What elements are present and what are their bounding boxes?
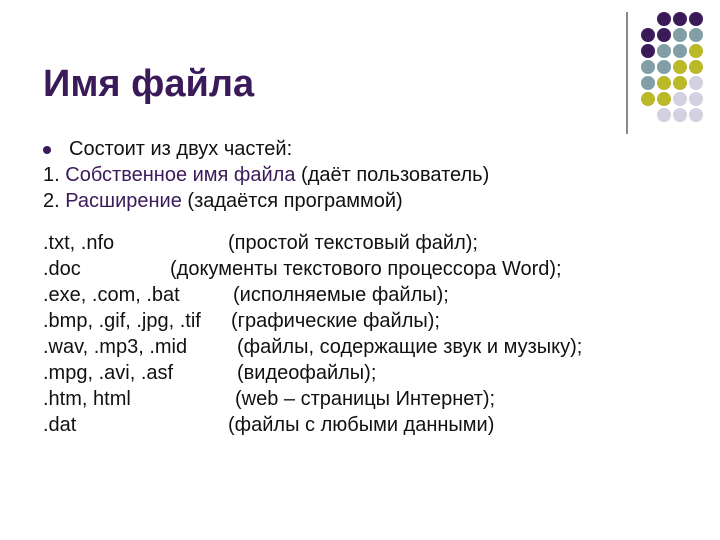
decorative-dot	[689, 108, 703, 122]
extension-names: .doc	[43, 258, 81, 280]
extension-description: (документы текстового процессора Word);	[170, 258, 562, 280]
decorative-dot	[673, 92, 687, 106]
extension-names: .mpg, .avi, .asf	[43, 362, 174, 384]
extension-row	[0, 256, 720, 282]
decorative-dot	[641, 92, 655, 106]
extension-description: (графические файлы);	[231, 310, 440, 332]
extension-names: .htm, html	[43, 388, 131, 410]
decorative-dot	[657, 28, 671, 42]
decorative-dot	[673, 60, 687, 74]
extension-names: .txt, .nfo	[43, 232, 115, 254]
decorative-dot	[657, 60, 671, 74]
part-term: Собственное имя файла	[65, 164, 296, 186]
extension-description: (простой текстовый файл);	[228, 232, 478, 254]
decorative-dot	[657, 12, 671, 26]
decorative-dot	[673, 12, 687, 26]
decorative-dot	[641, 28, 655, 42]
extension-row	[0, 230, 720, 256]
extension-names: .dat	[43, 414, 77, 436]
part-line-2	[43, 188, 489, 214]
extension-row	[0, 308, 720, 334]
decorative-dot	[673, 28, 687, 42]
extension-description: (web – страницы Интернет);	[235, 388, 496, 410]
intro-line	[43, 136, 489, 162]
extension-names: .bmp, .gif, .jpg, .tif	[43, 310, 201, 332]
part-number: 2.	[43, 190, 60, 212]
decorative-dot	[689, 76, 703, 90]
extension-row	[0, 282, 720, 308]
extension-description: (файлы, содержащие звук и музыку);	[237, 336, 583, 358]
part-note: (задаётся программой)	[187, 190, 403, 212]
part-line-1	[43, 162, 489, 188]
intro-text: Состоит из двух частей:	[69, 138, 293, 160]
decorative-dot	[673, 44, 687, 58]
extension-description: (файлы с любыми данными)	[228, 414, 495, 436]
extension-description: (видеофайлы);	[237, 362, 377, 384]
extension-row	[0, 360, 720, 386]
slide-title: Имя файла	[43, 63, 255, 105]
extension-names: .exe, .com, .bat	[43, 284, 180, 306]
decorative-dot	[657, 76, 671, 90]
extension-row	[0, 334, 720, 360]
decorative-dot	[657, 108, 671, 122]
decorative-dot	[641, 76, 655, 90]
decorative-dot	[673, 76, 687, 90]
decorative-dot	[641, 60, 655, 74]
extension-row	[0, 386, 720, 412]
extension-description: (исполняемые файлы);	[233, 284, 449, 306]
part-number: 1.	[43, 164, 60, 186]
decorative-divider	[626, 12, 628, 134]
decorative-dot	[673, 108, 687, 122]
decorative-dot	[689, 92, 703, 106]
part-term: Расширение	[65, 190, 182, 212]
extension-row	[0, 412, 720, 438]
decorative-dot	[689, 44, 703, 58]
decorative-dot	[641, 44, 655, 58]
decorative-dot	[689, 60, 703, 74]
decorative-dot	[657, 44, 671, 58]
extension-names: .wav, .mp3, .mid	[43, 336, 188, 358]
decorative-dot	[689, 12, 703, 26]
decorative-dot	[657, 92, 671, 106]
decorative-dot	[689, 28, 703, 42]
extension-list	[0, 230, 720, 438]
part-note: (даёт пользователь)	[301, 164, 490, 186]
slide-body	[43, 136, 489, 214]
bullet-icon	[43, 146, 51, 154]
